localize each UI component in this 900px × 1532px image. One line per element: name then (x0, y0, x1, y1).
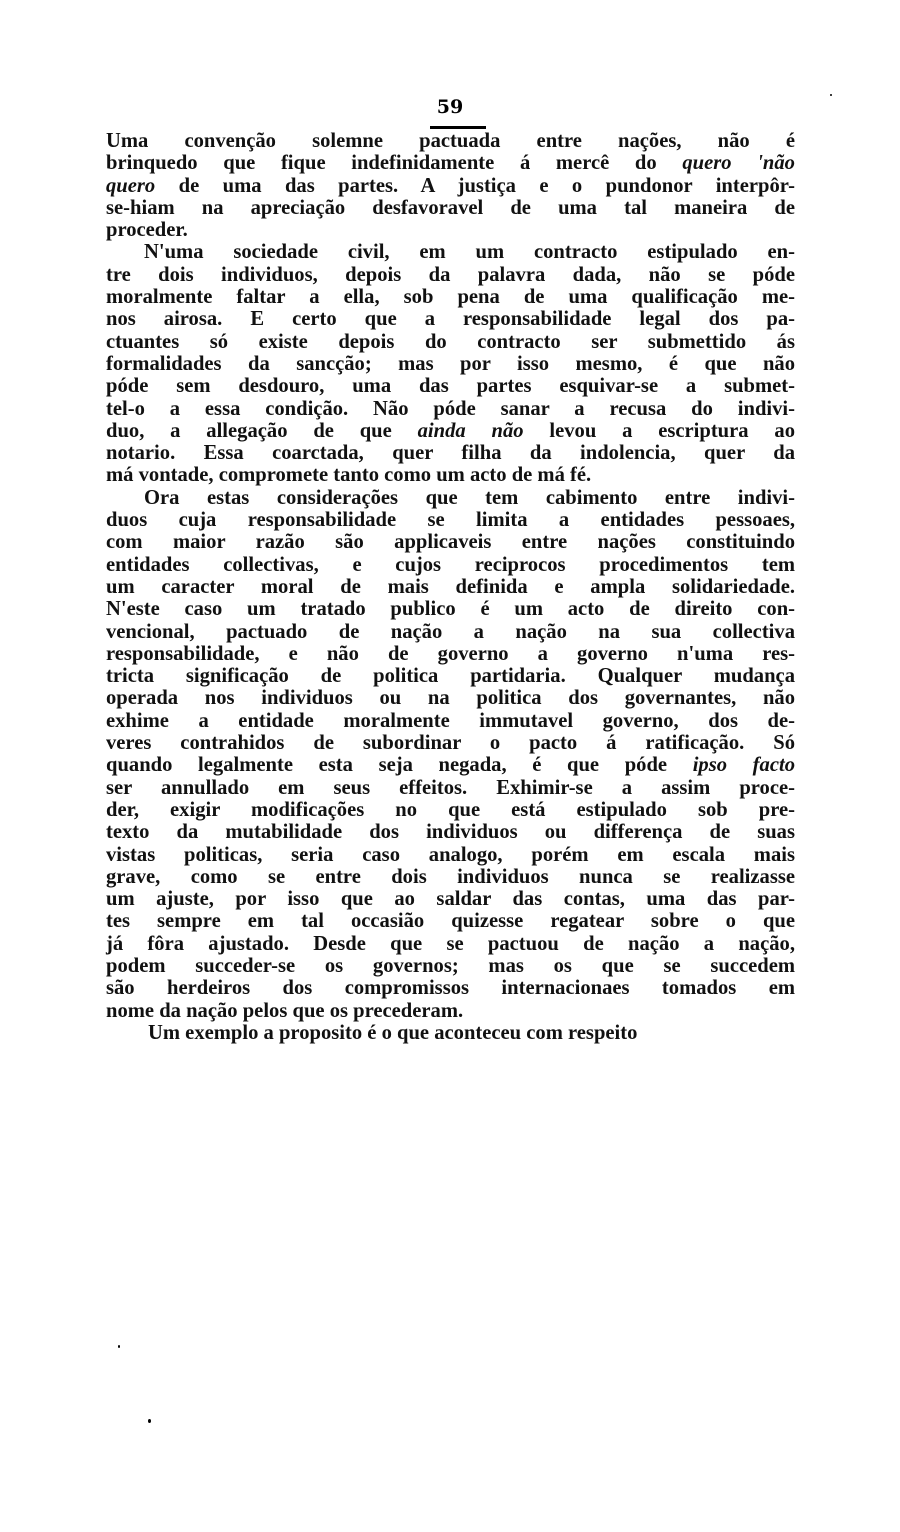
scan-speck (830, 94, 832, 96)
italic-phrase: quero (106, 174, 156, 197)
text-line: Uma convenção solemne pactuada entre nações, não é (106, 130, 795, 152)
text-line: N'uma sociedade civil, em um contracto estipulado en- (144, 241, 795, 264)
text-line: se-hiam na apreciação desfavoravel de uma tal maneira de (106, 196, 795, 219)
text-line: um ajuste, por isso que ao saldar das contas, uma das par- (106, 888, 795, 911)
text-line: já fôra ajustado. Desde que se pactuou de nação a nação, (106, 932, 795, 955)
text-line: má vontade, compromete tanto como um acto de má fé. (106, 464, 592, 487)
paragraph (106, 1022, 795, 1044)
text-line: entidades collectivas, e cujos reciprocos procedimentos tem (106, 553, 795, 576)
text-line: ctuantes só existe depois do contracto ser submettido ás (106, 330, 795, 353)
text-line: um caracter moral de mais definida e ampla solidariedade. (106, 575, 795, 598)
text-line: operada nos individuos ou na politica dos governantes, não (106, 687, 795, 710)
paragraph (106, 487, 795, 1022)
text-line: nome da nação pelos que os precederam. (106, 999, 464, 1022)
italic-phrase: ipso facto (692, 754, 795, 777)
text-line: responsabilidade, e não de governo a governo n'uma res- (106, 642, 795, 665)
text-line: quando legalmente esta seja negada, é que póde ipso facto (106, 754, 795, 777)
paragraph (106, 241, 795, 486)
text-line: ser annullado em seus effeitos. Exhimir-se a assim proce- (106, 776, 795, 799)
text-line: moralmente faltar a ella, sob pena de uma qualificação me- (106, 286, 795, 309)
body-text (106, 130, 795, 1044)
text-line: texto da mutabilidade dos individuos ou differença de suas (106, 821, 795, 844)
text-line: duos cuja responsabilidade se limita a entidades pessoaes, (106, 509, 795, 532)
text-line: grave, como se entre dois individuos nunca se realizasse (106, 865, 795, 888)
text-line: Ora estas considerações que tem cabimento entre indivi- (144, 486, 795, 509)
scan-speck (118, 1345, 120, 1348)
text-line: duo, a allegação de que ainda não levou a escriptura ao (106, 419, 795, 442)
text-line: N'este caso um tratado publico é um acto de direito con- (106, 598, 795, 621)
text-line: notario. Essa coarctada, quer filha da indolencia, quer da (106, 442, 795, 465)
text-line: tes sempre em tal occasião quizesse regatear sobre o que (106, 910, 795, 933)
text-line: der, exigir modificações no que está estipulado sob pre- (106, 798, 795, 821)
text-line: são herdeiros dos compromissos internacionaes tomados em (106, 977, 795, 1000)
text-line: proceder. (106, 219, 188, 242)
text-line: quero de uma das partes. A justiça e o pundonor interpôr- (106, 174, 795, 197)
text-line: nos airosa. E certo que a responsabilidade legal dos pa- (106, 308, 795, 331)
page-number-rule (430, 126, 486, 129)
text-line: tre dois individuos, depois da palavra dada, não se póde (106, 263, 795, 286)
text-line: póde sem desdouro, uma das partes esquivar-se a submet- (106, 375, 795, 398)
text-line: vencional, pactuado de nação a nação na sua collectiva (106, 620, 795, 643)
text-line: formalidades da sancção; mas por isso mesmo, é que não (106, 352, 795, 375)
scan-speck (148, 1419, 151, 1423)
paragraph (106, 130, 795, 241)
text-line: Um exemplo a proposito é o que aconteceu com respeito (148, 1021, 638, 1044)
page-number: 59 (436, 96, 464, 118)
text-line: brinquedo que fique indefinidamente á mercê do quero 'não (106, 152, 795, 175)
text-line: tricta significação de politica partidaria. Qualquer mudança (106, 665, 795, 688)
italic-phrase: quero 'não (682, 152, 795, 175)
text-line: veres contrahidos de subordinar o pacto á ratificação. Só (106, 732, 795, 755)
italic-phrase: ainda não (417, 419, 524, 442)
text-line: tel-o a essa condição. Não póde sanar a recusa do indivi- (106, 397, 795, 420)
text-line: exhime a entidade moralmente immutavel governo, dos de- (106, 709, 795, 732)
text-line: podem succeder-se os governos; mas os que se succedem (106, 954, 795, 977)
text-line: com maior razão são applicaveis entre nações constituindo (106, 531, 795, 554)
text-line: vistas politicas, seria caso analogo, porém em escala mais (106, 843, 795, 866)
